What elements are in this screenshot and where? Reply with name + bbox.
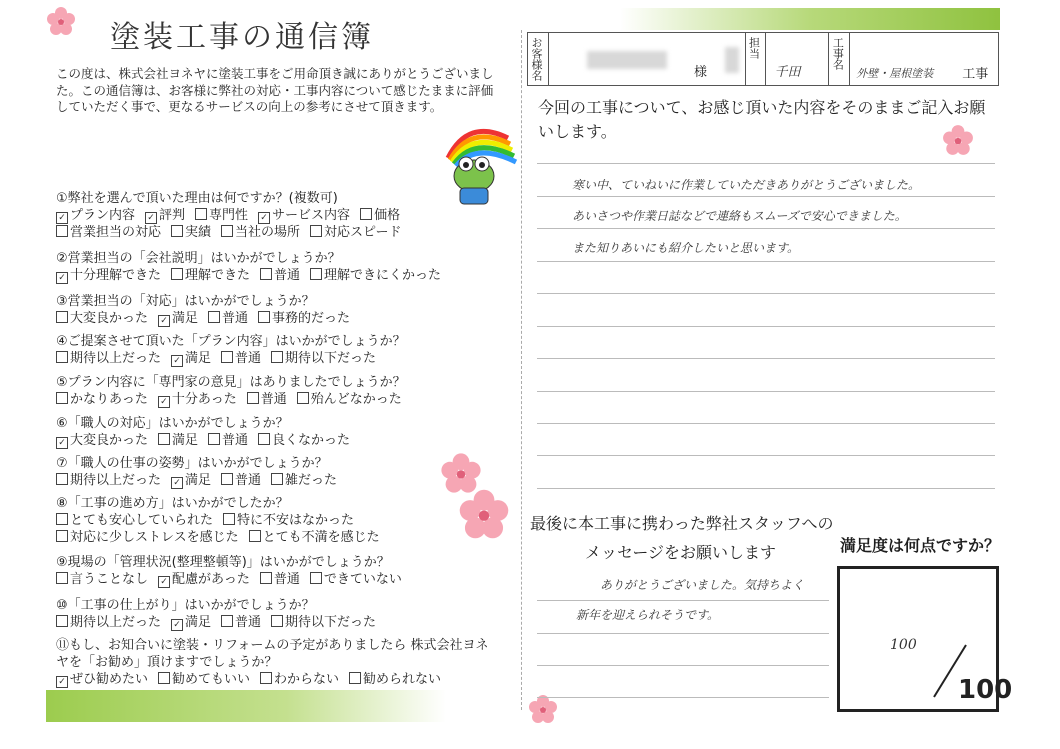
- message-prompt-line1: 最後に本工事に携わった弊社スタッフへの: [530, 514, 834, 533]
- option-label: 言うことなし: [70, 572, 149, 587]
- ruled-line: [537, 600, 829, 601]
- option-label: 殆んどなかった: [310, 392, 402, 407]
- option-label: 満足: [172, 311, 199, 326]
- checked-box-icon[interactable]: ✓: [171, 619, 183, 631]
- option-label: 配慮があった: [172, 572, 250, 587]
- checked-box-icon[interactable]: ✓: [56, 212, 68, 224]
- checkbox-icon[interactable]: [258, 311, 270, 323]
- option-label: 理解できた: [185, 268, 251, 283]
- option-label: かなりあった: [70, 392, 148, 407]
- option-label: 勧められない: [363, 672, 442, 687]
- answer-option[interactable]: [158, 392, 237, 407]
- option-row: [56, 571, 506, 588]
- checkbox-icon[interactable]: [310, 225, 322, 237]
- checkbox-icon[interactable]: [260, 268, 272, 280]
- ruled-line: [537, 358, 995, 359]
- customer-name-label-cell: [528, 33, 549, 85]
- checkbox-icon[interactable]: [208, 311, 220, 323]
- checkbox-icon[interactable]: [247, 392, 259, 404]
- checked-box-icon[interactable]: ✓: [158, 396, 170, 408]
- checked-box-icon[interactable]: ✓: [171, 477, 183, 489]
- cherry-blossom-icon: [528, 694, 558, 724]
- work-cell: [850, 33, 998, 85]
- option-row: [56, 224, 506, 241]
- checkbox-icon[interactable]: [56, 530, 68, 542]
- question-text: ⑤プラン内容に「専門家の意見」はありましたでしょうか？: [56, 375, 406, 390]
- staff-name: 千田: [774, 65, 801, 80]
- checkbox-icon[interactable]: [221, 225, 233, 237]
- answer-option[interactable]: [56, 208, 135, 223]
- option-row: [56, 472, 506, 489]
- answer-option[interactable]: [171, 473, 211, 488]
- option-label: ぜひ勧めたい: [70, 672, 149, 687]
- work-label: 工事名: [831, 37, 845, 70]
- score-title: 満足度は何点ですか？: [840, 536, 1001, 555]
- checked-box-icon[interactable]: ✓: [158, 315, 170, 327]
- checked-box-icon[interactable]: ✓: [145, 212, 157, 224]
- option-label: とても不満を感じた: [262, 530, 380, 545]
- answer-option[interactable]: [260, 672, 339, 687]
- option-label: 普通: [222, 311, 249, 326]
- question-text: ①弊社を選んで頂いた理由は何ですか？(複数可): [56, 191, 338, 206]
- answer-option[interactable]: [171, 615, 211, 630]
- bottom-green-band: [46, 690, 446, 722]
- ruled-line: [537, 261, 995, 262]
- answer-option[interactable]: [158, 311, 198, 326]
- option-label: 対応に少しストレスを感じた: [70, 530, 239, 545]
- answer-option[interactable]: [56, 351, 161, 366]
- checkbox-icon[interactable]: [310, 268, 322, 280]
- option-label: 評判: [159, 208, 186, 223]
- question-9: [56, 554, 506, 588]
- option-label: 期待以上だった: [70, 351, 162, 366]
- option-label: 雑だった: [285, 473, 338, 488]
- option-label: できていない: [323, 572, 402, 587]
- option-label: 普通: [235, 615, 262, 630]
- checkbox-icon[interactable]: [271, 473, 283, 485]
- option-label: 満足: [185, 615, 212, 630]
- option-label: 営業担当の対応: [70, 225, 162, 240]
- handwritten-comment: あいさつや作業日誌などで連絡もスムーズで安心できました。: [572, 209, 907, 223]
- option-label: プラン内容: [70, 208, 136, 223]
- option-row: [56, 671, 506, 688]
- checkbox-icon[interactable]: [56, 572, 68, 584]
- checkbox-icon[interactable]: [271, 615, 283, 627]
- answer-option[interactable]: [195, 208, 248, 223]
- answer-option[interactable]: [208, 311, 248, 326]
- answer-option[interactable]: [260, 268, 300, 283]
- checkbox-icon[interactable]: [56, 473, 68, 485]
- checked-box-icon[interactable]: ✓: [258, 212, 270, 224]
- checkbox-icon[interactable]: [195, 208, 207, 220]
- checkbox-icon[interactable]: [221, 351, 233, 363]
- checkbox-icon[interactable]: [297, 392, 309, 404]
- staff-label: 担当: [747, 37, 761, 59]
- checkbox-icon[interactable]: [208, 433, 220, 445]
- answer-option[interactable]: [56, 530, 239, 545]
- option-row: [56, 350, 506, 367]
- handwritten-message: 新年を迎えられそうです。: [576, 608, 720, 622]
- answer-option[interactable]: [56, 672, 148, 687]
- option-label: 期待以下だった: [285, 615, 377, 630]
- checkbox-icon[interactable]: [360, 208, 372, 220]
- option-label: 満足: [172, 433, 199, 448]
- answer-option[interactable]: [221, 615, 261, 630]
- score-box: [837, 566, 1013, 712]
- score-value: 100: [890, 637, 917, 653]
- option-row: [56, 614, 506, 631]
- answer-option[interactable]: [56, 392, 148, 407]
- comment-prompt: 今回の工事について、お感じ頂いた内容をそのままご記入お願いします。: [538, 98, 986, 141]
- ruled-line: [537, 697, 829, 698]
- checkbox-icon[interactable]: [221, 615, 233, 627]
- option-row: [56, 529, 506, 546]
- answer-option[interactable]: [56, 268, 161, 283]
- option-label: 専門性: [209, 208, 249, 223]
- ruled-line: [537, 293, 995, 294]
- option-label: 満足: [185, 473, 212, 488]
- customer-name-cell: [549, 33, 746, 85]
- option-label: 理解できにくかった: [324, 268, 442, 283]
- checked-box-icon[interactable]: ✓: [171, 355, 183, 367]
- answer-option[interactable]: [310, 268, 441, 283]
- work-label-cell: [829, 33, 850, 85]
- checkbox-icon[interactable]: [158, 672, 170, 684]
- answer-option[interactable]: [258, 311, 350, 326]
- checkbox-icon[interactable]: [258, 433, 270, 445]
- ruled-line: [537, 228, 995, 229]
- answer-option[interactable]: [221, 225, 300, 240]
- option-label: 期待以上だった: [70, 473, 162, 488]
- option-label: 普通: [235, 473, 262, 488]
- answer-option[interactable]: [56, 225, 161, 240]
- answer-option[interactable]: [221, 351, 261, 366]
- option-label: 大変良かった: [70, 433, 149, 448]
- ruled-line: [537, 633, 829, 634]
- answer-option[interactable]: [297, 392, 402, 407]
- column-divider: [521, 30, 522, 710]
- question-text: ⑨現場の「管理状況(整理整頓等)」はいかがでしょうか？: [56, 555, 390, 570]
- ruled-line: [537, 196, 995, 197]
- question-6: [56, 415, 506, 449]
- option-label: 期待以下だった: [285, 351, 377, 366]
- answer-option[interactable]: [221, 473, 261, 488]
- option-label: 良くなかった: [272, 433, 351, 448]
- answer-option[interactable]: [56, 311, 148, 326]
- customer-suffix: 様: [693, 65, 707, 80]
- cherry-blossom-icon: [46, 6, 76, 36]
- option-row: [56, 207, 506, 224]
- checked-box-icon[interactable]: ✓: [56, 272, 68, 284]
- question-text: ⑦「職人の仕事の姿勢」はいかがでしょうか？: [56, 456, 328, 471]
- question-10: [56, 597, 506, 631]
- ruled-line: [537, 423, 995, 424]
- checkbox-icon[interactable]: [56, 225, 68, 237]
- checkbox-icon[interactable]: [56, 351, 68, 363]
- option-label: 実績: [185, 225, 212, 240]
- option-label: とても安心していられた: [70, 513, 214, 528]
- option-label: 十分理解できた: [70, 268, 162, 283]
- answer-option[interactable]: [349, 672, 441, 687]
- question-11: [56, 637, 506, 688]
- option-label: 普通: [273, 572, 300, 587]
- checkbox-icon[interactable]: [56, 615, 68, 627]
- top-green-band: [620, 8, 1000, 30]
- option-label: わからない: [274, 672, 340, 687]
- ruled-line: [537, 163, 995, 164]
- answer-option[interactable]: [171, 225, 211, 240]
- checkbox-icon[interactable]: [171, 225, 183, 237]
- answer-option[interactable]: [56, 615, 161, 630]
- option-row: [56, 432, 506, 449]
- answer-option[interactable]: [258, 433, 350, 448]
- answer-option[interactable]: [223, 513, 354, 528]
- customer-name-label: お客様名: [530, 37, 543, 81]
- checked-box-icon[interactable]: ✓: [158, 576, 170, 588]
- answer-option[interactable]: [208, 433, 248, 448]
- ruled-line: [537, 488, 995, 489]
- option-label: 勧めてもいい: [172, 672, 251, 687]
- option-row: [56, 310, 506, 327]
- option-label: サービス内容: [272, 208, 351, 223]
- question-text: ⑥「職人の対応」はいかがでしょうか？: [56, 416, 289, 431]
- option-row: [56, 512, 506, 529]
- answer-option[interactable]: [271, 351, 376, 366]
- option-label: 対応スピード: [324, 225, 402, 240]
- answer-option[interactable]: [310, 225, 401, 240]
- answer-option[interactable]: [158, 433, 198, 448]
- answer-option[interactable]: [171, 268, 250, 283]
- question-2: [56, 250, 506, 284]
- page-title: 塗装工事の通信簿: [110, 20, 374, 55]
- checkbox-icon[interactable]: [260, 572, 272, 584]
- ruled-line: [537, 326, 995, 327]
- answer-option[interactable]: [260, 572, 300, 587]
- intro-text: この度は、株式会社ヨネヤに塗装工事をご用命頂き誠にありがとうございました。この通信簿は、お客様に弊社の対応・工事内容について感じたままに評価していただく事で、更なるサービスの向上の参考にさせて頂きます。: [56, 66, 494, 114]
- score-max: 100: [958, 675, 1013, 705]
- option-label: 価格: [374, 208, 401, 223]
- staff-cell: [766, 33, 829, 85]
- checkbox-icon[interactable]: [223, 513, 235, 525]
- question-text: ④ご提案させて頂いた「プラン内容」はいかがでしょうか？: [56, 334, 406, 349]
- answer-option[interactable]: [249, 530, 380, 545]
- answer-option[interactable]: [258, 208, 350, 223]
- checkbox-icon[interactable]: [221, 473, 233, 485]
- ruled-line: [537, 665, 829, 666]
- checkbox-icon[interactable]: [310, 572, 322, 584]
- redacted-name: [725, 47, 739, 73]
- answer-option[interactable]: [56, 513, 213, 528]
- option-label: 特に不安はなかった: [237, 513, 355, 528]
- option-label: 普通: [274, 268, 301, 283]
- option-label: 当社の場所: [235, 225, 301, 240]
- checkbox-icon[interactable]: [349, 672, 361, 684]
- answer-option[interactable]: [158, 572, 250, 587]
- checkbox-icon[interactable]: [56, 311, 68, 323]
- answer-option[interactable]: [171, 351, 211, 366]
- option-label: 普通: [260, 392, 287, 407]
- answer-option[interactable]: [247, 392, 287, 407]
- checkbox-icon[interactable]: [56, 513, 68, 525]
- checked-box-icon[interactable]: ✓: [56, 676, 68, 688]
- answer-option[interactable]: [271, 473, 337, 488]
- option-label: 大変良かった: [70, 311, 149, 326]
- staff-label-cell: [746, 33, 767, 85]
- ruled-line: [537, 391, 995, 392]
- option-row: [56, 391, 506, 408]
- handwritten-comment: 寒い中、ていねいに作業していただきありがとうございました。: [572, 178, 921, 192]
- checkbox-icon[interactable]: [56, 392, 68, 404]
- option-row: [56, 267, 506, 284]
- answer-option[interactable]: [310, 572, 402, 587]
- checkbox-icon[interactable]: [158, 433, 170, 445]
- option-label: 事務的だった: [272, 311, 351, 326]
- message-prompt-line2: メッセージをお願いします: [585, 543, 777, 562]
- answer-option[interactable]: [56, 572, 148, 587]
- answer-option[interactable]: [360, 208, 400, 223]
- option-label: 期待以上だった: [70, 615, 162, 630]
- checked-box-icon[interactable]: ✓: [56, 437, 68, 449]
- question-8: [56, 495, 506, 546]
- option-label: 十分あった: [171, 392, 237, 407]
- question-text: ⑪もし、お知合いに塗装・リフォームの予定がありましたら 株式会社ヨネヤを「お勧め」頂けますでしょうか？: [56, 638, 489, 670]
- question-1: [56, 190, 506, 241]
- question-text: ⑧「工事の進め方」はいかがでしたか？: [56, 496, 289, 511]
- work-name: 外壁・屋根塗装: [856, 67, 934, 80]
- question-5: [56, 374, 506, 408]
- option-label: 満足: [185, 351, 212, 366]
- handwritten-message: ありがとうございました。気持ちよく: [600, 578, 805, 592]
- answer-option[interactable]: [158, 672, 250, 687]
- customer-info-box: [527, 32, 999, 86]
- question-text: ③営業担当の「対応」はいかがでしょうか？: [56, 294, 315, 309]
- question-4: [56, 333, 506, 367]
- checkbox-icon[interactable]: [260, 672, 272, 684]
- answer-option[interactable]: [56, 433, 148, 448]
- ruled-line: [537, 455, 995, 456]
- option-label: 普通: [222, 433, 249, 448]
- question-3: [56, 293, 506, 327]
- question-text: ②営業担当の「会社説明」はいかがでしょうか？: [56, 251, 341, 266]
- option-label: 普通: [235, 351, 262, 366]
- checkbox-icon[interactable]: [249, 530, 261, 542]
- answer-option[interactable]: [271, 615, 376, 630]
- answer-option[interactable]: [56, 473, 161, 488]
- checkbox-icon[interactable]: [271, 351, 283, 363]
- handwritten-comment: また知りあいにも紹介したいと思います。: [572, 241, 800, 255]
- work-suffix: 工事: [962, 67, 989, 82]
- redacted-name: [587, 51, 667, 69]
- answer-option[interactable]: [145, 208, 185, 223]
- question-text: ⑩「工事の仕上がり」はいかがでしょうか？: [56, 598, 315, 613]
- checkbox-icon[interactable]: [171, 268, 183, 280]
- question-7: [56, 455, 506, 489]
